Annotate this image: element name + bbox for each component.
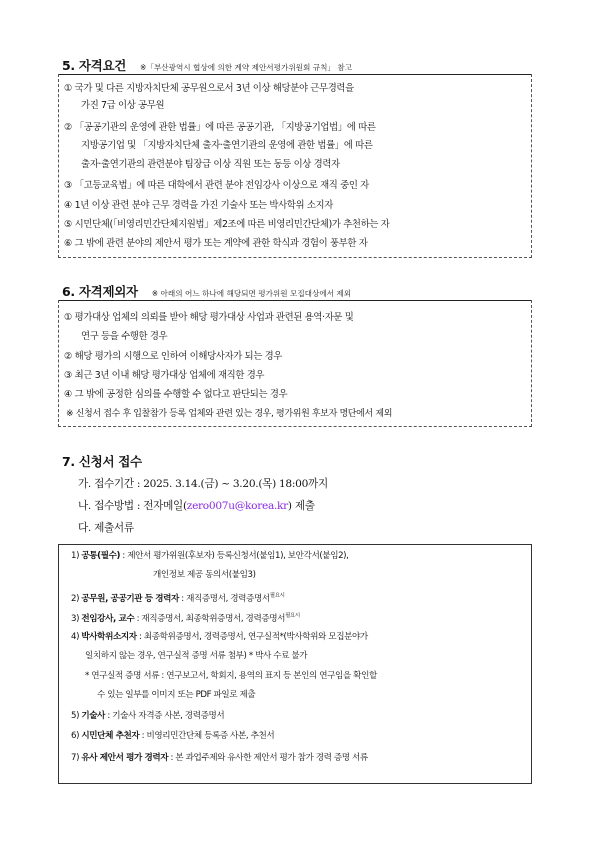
documents-heading: 다. 제출서류 [78, 522, 134, 534]
list-item: ③ 「고등교육법」에 따른 대학에서 관련 분야 전임강사 이상으로 재직 중인 자 [64, 180, 369, 191]
section-6-note: ※ 아래의 어느 하나에 해당되면 평가위원 모집대상에서 제외 [151, 289, 352, 298]
section-5-title: 5. 자격요건 [62, 58, 126, 73]
list-item: ② 「공공기관의 운영에 관한 법률」에 따른 공공기관, 「지방공기업법」에 따른 [64, 122, 376, 133]
req-item-7: 7) 유사 제안서 평가 경력자 : 본 과업주제와 유사한 제안서 평가 참가 경력 증명 서류 [71, 753, 368, 763]
section-7-header [62, 452, 142, 470]
section-6-header [62, 282, 351, 300]
req-item-4-note-cont: 수 있는 일부를 이미지 또는 PDF 파일로 제출 [97, 690, 256, 700]
list-item: ② 해당 평가의 시행으로 인하여 이해당사자가 되는 경우 [64, 351, 283, 362]
req-item-6: 6) 시민단체 추천자 : 비영리민간단체 등록증 사본, 추천서 [71, 731, 275, 741]
list-item: ① 평가대상 업체의 의뢰를 받아 해당 평가대상 사업과 관련된 용역·자문 및 [64, 312, 354, 323]
section-5-header [62, 56, 352, 74]
req-item-4: 4) 박사학위소지자 : 최종학위증명서, 경력증명서, 연구실적*(박사학위와 모집분야가 [71, 632, 368, 642]
req-item-4-cont: 일치하지 않는 경우, 연구실적 증명 서류 첨부) * 박사 수료 불가 [85, 651, 308, 661]
list-item: 지방공기업 및 「지방자치단체 출자·출연기관의 운영에 관한 법률」에 따른 [81, 140, 373, 151]
section-7-title: 7. 신청서 접수 [62, 454, 142, 469]
list-item: ④ 그 밖에 공정한 심의를 수행할 수 없다고 판단되는 경우 [64, 389, 288, 400]
list-item: 가진 7급 이상 공무원 [81, 100, 165, 111]
section-5-box [58, 74, 532, 258]
req-item-5: 5) 기술사 : 기술사 자격증 사본, 경력증명서 [71, 711, 225, 721]
req-item-2: 2) 공무원, 공공기관 등 경력자 : 재직증명서, 경력증명서$^{필요시}$ [71, 593, 285, 604]
req-item-4-note: * 연구실적 증명 서류 : 연구보고서, 학회지, 용역의 표지 등 본인의 연구임을 확인할 [85, 671, 377, 681]
documents-box [58, 544, 532, 784]
section-6-title: 6. 자격제외자 [62, 284, 138, 299]
list-item: 연구 등을 수행한 경우 [81, 331, 168, 342]
list-item: ④ 1년 이상 관련 분야 근무 경력을 가진 기술사 또는 박사학위 소지자 [64, 200, 333, 211]
application-period: 가. 접수기간 : 2025. 3.14.(금) ~ 3.20.(목) 18:00까지 [78, 478, 328, 490]
req-item-1-cont: 개인정보 제공 동의서(붙임3) [153, 570, 256, 580]
list-item: ⑥ 그 밖에 관련 분야의 제안서 평가 또는 계약에 관한 학식과 경험이 풍부한 자 [64, 238, 368, 249]
list-item: ③ 최근 3년 이내 해당 평가대상 업체에 재직한 경우 [64, 370, 265, 381]
list-item: 출자·출연기관의 관련분야 팀장급 이상 직원 또는 동등 이상 경력자 [81, 159, 340, 170]
application-method: 나. 접수방법 : 전자메일(zero007u@korea.kr) 제출 [78, 500, 315, 512]
list-item-note: ※ 신청서 접수 후 입찰참가 등록 업체와 관련 있는 경우, 평가위원 후보자 명단에서 제외 [66, 409, 393, 419]
list-item: ① 국가 및 다른 지방자치단체 공무원으로서 3년 이상 해당분야 근무경력을 [64, 83, 354, 94]
section-5-note: ※「부산광역시 협상에 의한 계약 제안서평가위원회 규칙」 참고 [140, 63, 353, 72]
list-item: ⑤ 시민단체(「비영리민간단체지원법」제2조에 따른 비영리민간단체)가 추천하는 자 [64, 219, 390, 230]
req-item-3: 3) 전임강사, 교수 : 재직증명서, 최종학위증명서, 경력증명서$^{필요시}$ [71, 613, 300, 624]
req-item-1: 1) 공통(필수) : 제안서 평가위원(후보자) 등록신청서(붙임1), 보안각서(붙임2), [71, 551, 349, 561]
section-6-box [58, 300, 532, 427]
email-link[interactable]: zero007u@korea.kr [186, 500, 288, 512]
